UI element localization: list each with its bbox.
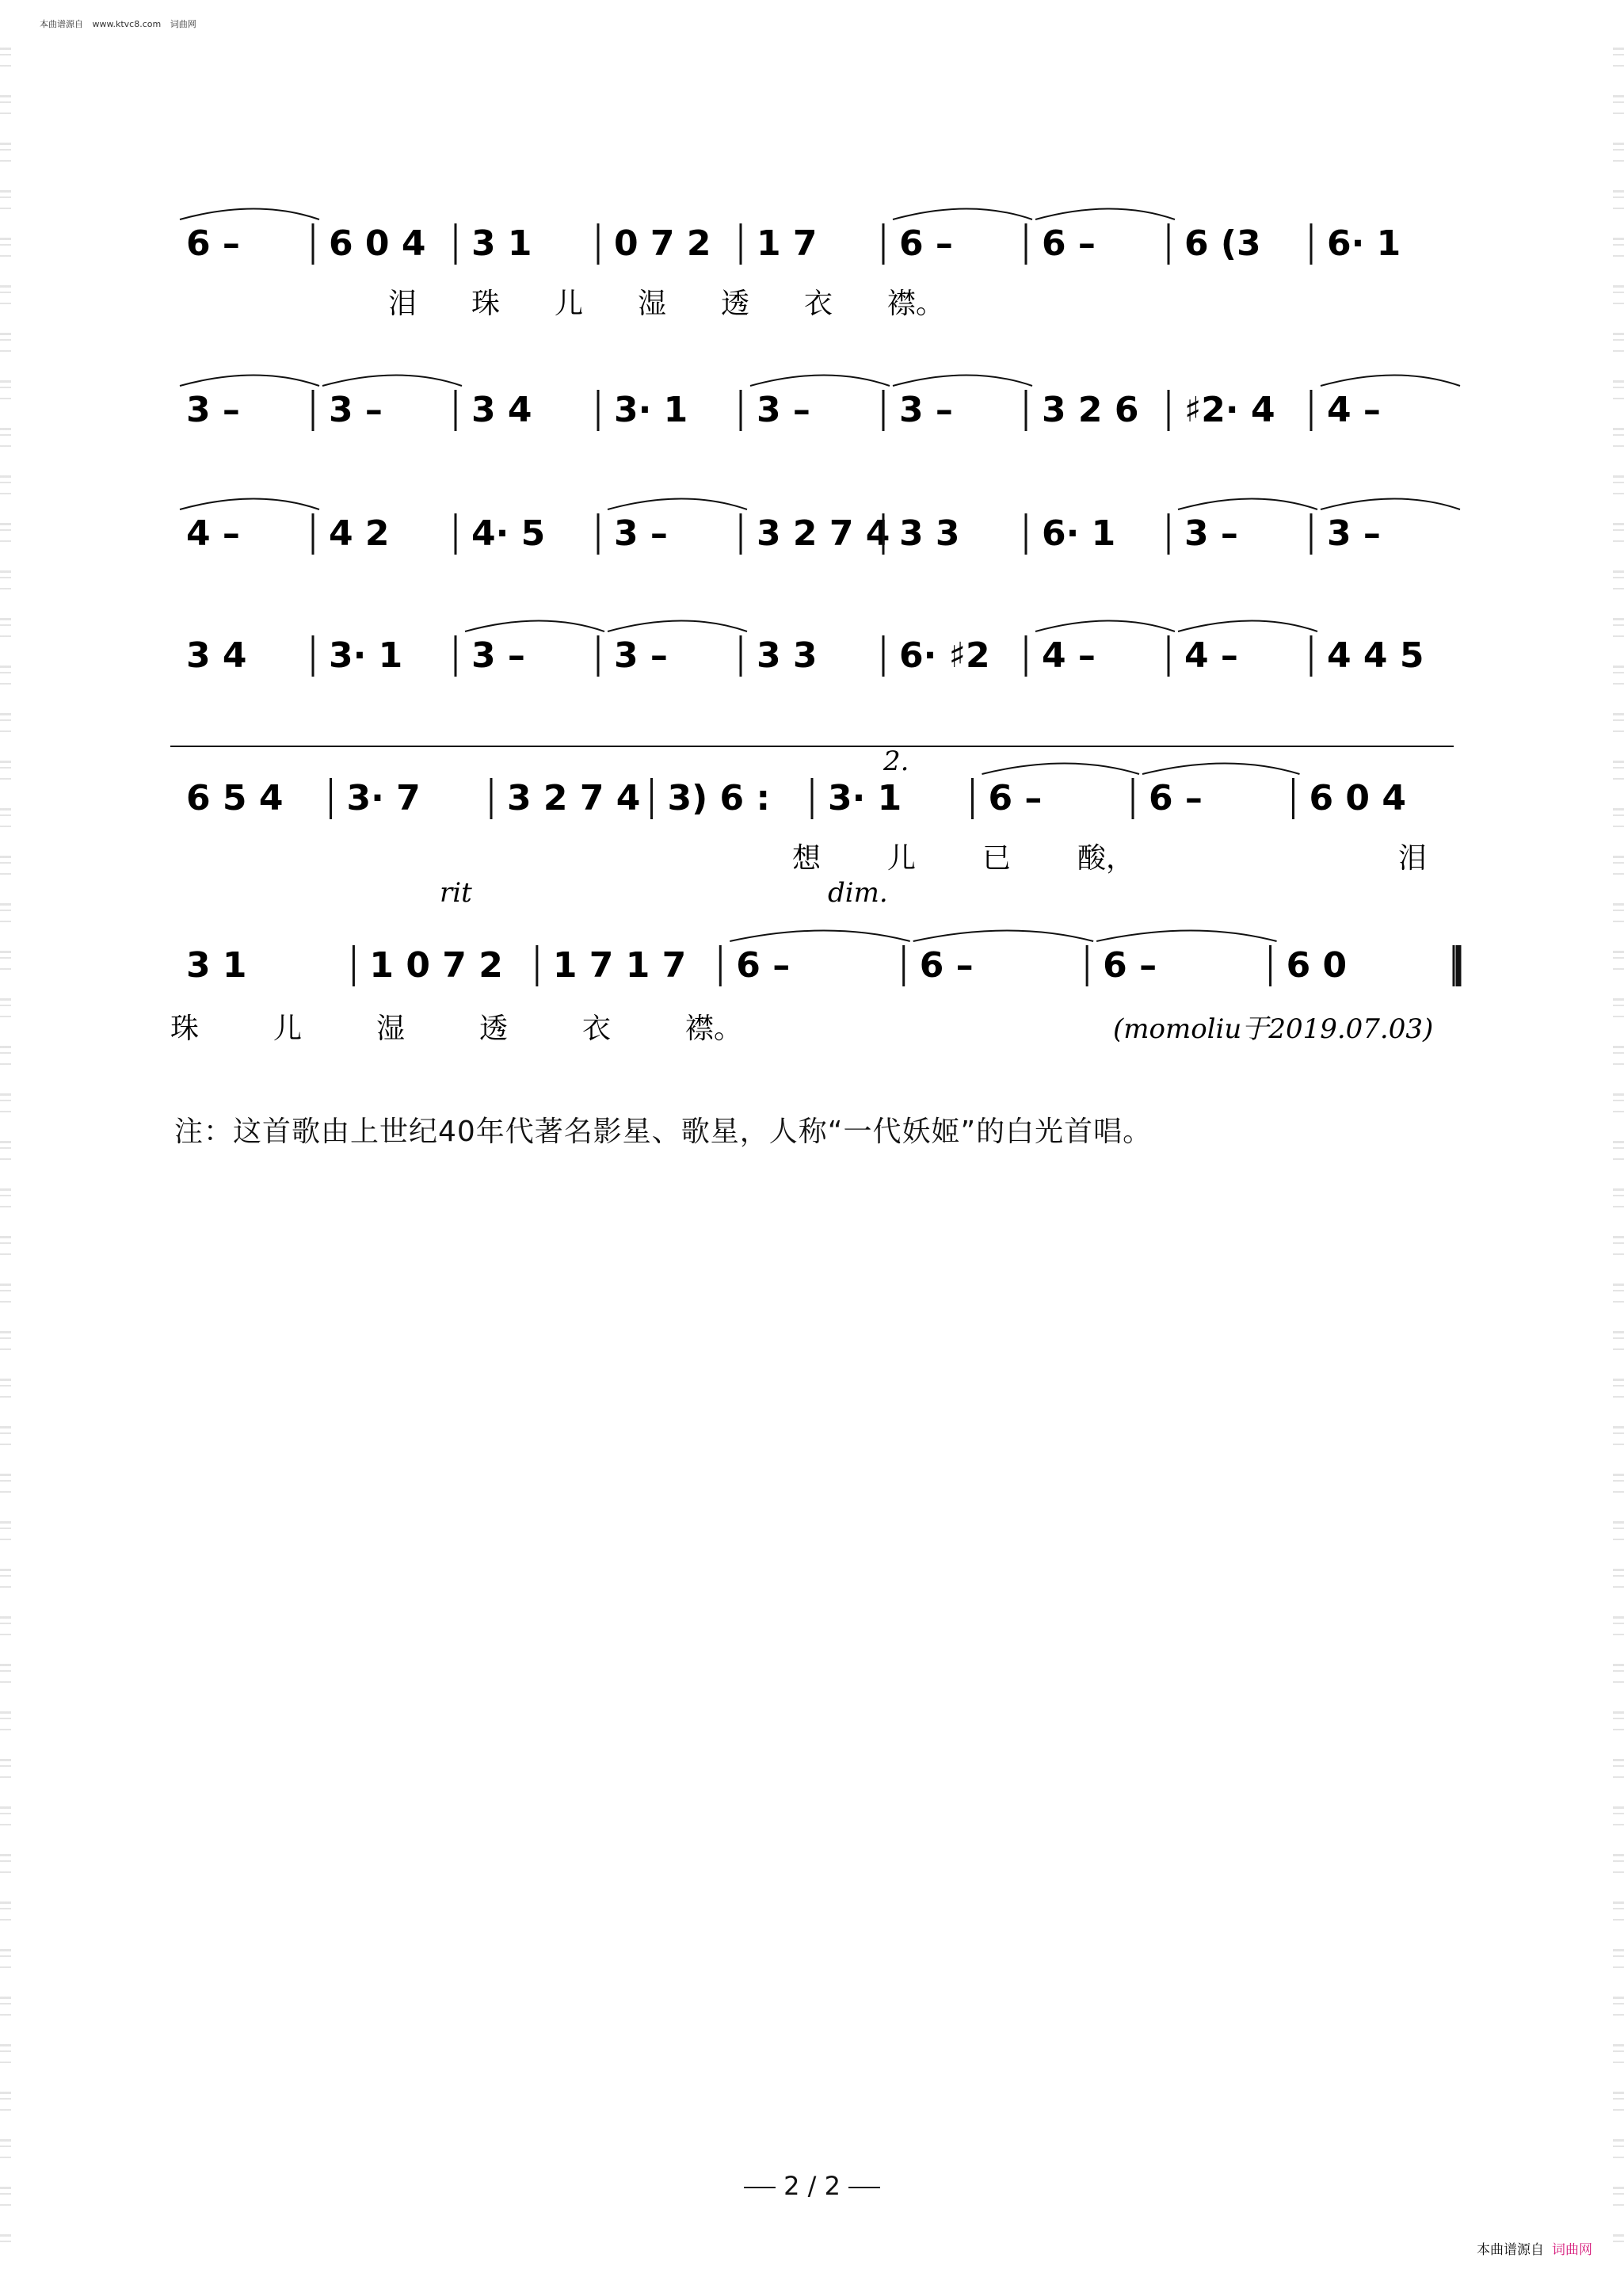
- lyric-char: 湿: [376, 1013, 406, 1045]
- page-footer: [1477, 2238, 1592, 2258]
- measure-notes: 6· ♯2: [899, 635, 990, 676]
- measure-notes: 1 0 7 2: [369, 945, 503, 986]
- page-number-text: 2 / 2: [783, 2171, 841, 2201]
- header-source: 本曲谱源自: [40, 19, 83, 29]
- lyric-char: 酸，: [1077, 842, 1135, 875]
- measure-notes: 3· 1: [614, 390, 688, 430]
- measure-notes: 6 –: [899, 223, 953, 264]
- lyric-char: 珠: [471, 288, 501, 320]
- measure-notes: 3 2 7 4: [507, 778, 641, 818]
- lyric-char: 想: [792, 842, 822, 875]
- signature: (momoliu于2019.07.03): [1113, 1013, 1434, 1045]
- lyric-char: 珠: [170, 1013, 200, 1045]
- measure-notes: 3) 6 :: [667, 778, 771, 818]
- tie-arc: [893, 209, 1032, 220]
- tie-arc: [608, 499, 747, 510]
- lyric-char: 儿: [273, 1013, 303, 1045]
- measure-notes: 6 –: [1149, 778, 1203, 818]
- measure-notes: 3· 1: [329, 635, 403, 676]
- measure-notes: 3 1: [186, 945, 247, 986]
- tie-arc: [180, 209, 319, 220]
- lyric-char: 儿: [887, 842, 917, 875]
- measure-notes: 6 0 4: [1309, 778, 1406, 818]
- lyric-char: 透: [721, 288, 750, 320]
- measure-notes: 3 4: [186, 635, 247, 676]
- tie-arc: [1178, 621, 1317, 632]
- lyric-char: 襟。: [887, 288, 945, 320]
- tie-arc: [1321, 376, 1460, 387]
- measure-notes: 3 –: [899, 390, 953, 430]
- measure-notes: 3 1: [471, 223, 532, 264]
- tie-arc: [750, 376, 890, 387]
- measure-notes: 3· 1: [828, 778, 902, 818]
- measure-notes: 1 7: [757, 223, 818, 264]
- measure-notes: 6 –: [1103, 945, 1157, 986]
- tie-arc: [1178, 499, 1317, 510]
- tie-arc: [1321, 499, 1460, 510]
- jianpu-score: [0, 0, 1624, 1109]
- lyric-char: 湿: [638, 288, 667, 320]
- measure-notes: 3 2 6: [1042, 390, 1139, 430]
- rit-mark: rit: [440, 877, 472, 909]
- measure-notes: 4 –: [1042, 635, 1096, 676]
- tie-arc: [893, 376, 1032, 387]
- measure-notes: 3 3: [899, 513, 960, 554]
- measure-notes: 3 –: [1327, 513, 1381, 554]
- measure-notes: 3 3: [757, 635, 818, 676]
- measure-notes: 6· 1: [1327, 223, 1401, 264]
- tie-arc: [1035, 209, 1175, 220]
- page-number: [0, 2171, 1624, 2201]
- volta-number: 2.: [883, 746, 909, 777]
- tie-arc: [608, 621, 747, 632]
- lyric-char: 儿: [555, 288, 584, 320]
- measure-notes: 6· 1: [1042, 513, 1116, 554]
- measure-notes: 3 –: [614, 635, 668, 676]
- lyric-char: 泪: [388, 288, 417, 320]
- tie-arc: [180, 376, 319, 387]
- tie-arc: [1142, 764, 1300, 775]
- lyric-char: 泪: [1398, 842, 1428, 875]
- tie-arc: [982, 764, 1140, 775]
- tie-arc: [730, 931, 909, 942]
- measure-notes: 3 –: [614, 513, 668, 554]
- measure-notes: 4· 5: [471, 513, 546, 554]
- measure-notes: 6 –: [1042, 223, 1096, 264]
- measure-notes: 4 4 5: [1327, 635, 1424, 676]
- measure-notes: 3 –: [186, 390, 240, 430]
- score-remark: 注：这首歌由上世纪40年代著名影星、歌星，人称“一代妖姬”的白光首唱。: [174, 1116, 1153, 1148]
- measure-notes: 3· 7: [346, 778, 421, 818]
- measure-notes: 3 –: [757, 390, 810, 430]
- header-url: www.ktvc8.com: [92, 19, 162, 29]
- footer-source: 本曲谱源自: [1477, 2242, 1544, 2258]
- lyric-char: 透: [479, 1013, 509, 1045]
- tie-arc: [1096, 931, 1276, 942]
- tie-arc: [913, 931, 1093, 942]
- measure-notes: 4 2: [329, 513, 390, 554]
- measure-notes: 4 –: [1327, 390, 1381, 430]
- header-site: 词曲网: [170, 19, 196, 29]
- measure-notes: 6 –: [186, 223, 240, 264]
- measure-notes: 4 –: [186, 513, 240, 554]
- lyric-char: 衣: [804, 288, 833, 320]
- lyric-char: 衣: [582, 1013, 612, 1045]
- measure-notes: 6 –: [919, 945, 974, 986]
- measure-notes: 6 (3: [1184, 223, 1261, 264]
- measure-notes: 3 –: [471, 635, 525, 676]
- measure-notes: 3 4: [471, 390, 532, 430]
- tie-arc: [180, 499, 319, 510]
- dim-mark: dim.: [828, 877, 888, 909]
- measure-notes: 6 0 4: [329, 223, 426, 264]
- measure-notes: 3 –: [1184, 513, 1238, 554]
- tie-arc: [465, 621, 604, 632]
- measure-notes: 6 5 4: [186, 778, 284, 818]
- measure-notes: 6 –: [988, 778, 1043, 818]
- measure-notes: 4 –: [1184, 635, 1238, 676]
- lyric-char: 襟。: [685, 1013, 743, 1045]
- measure-notes: 3 2 7 4: [757, 513, 890, 554]
- measure-notes: 6 –: [736, 945, 791, 986]
- measure-notes: 1 7 1 7: [552, 945, 687, 986]
- measure-notes: ♯2· 4: [1184, 390, 1275, 430]
- measure-notes: 3 –: [329, 390, 383, 430]
- measure-notes: 6 0: [1286, 945, 1348, 986]
- measure-notes: 0 7 2: [614, 223, 711, 264]
- lyric-char: 已: [982, 842, 1012, 875]
- tie-arc: [1035, 621, 1175, 632]
- tie-arc: [322, 376, 462, 387]
- footer-brand: 词曲网: [1552, 2242, 1592, 2258]
